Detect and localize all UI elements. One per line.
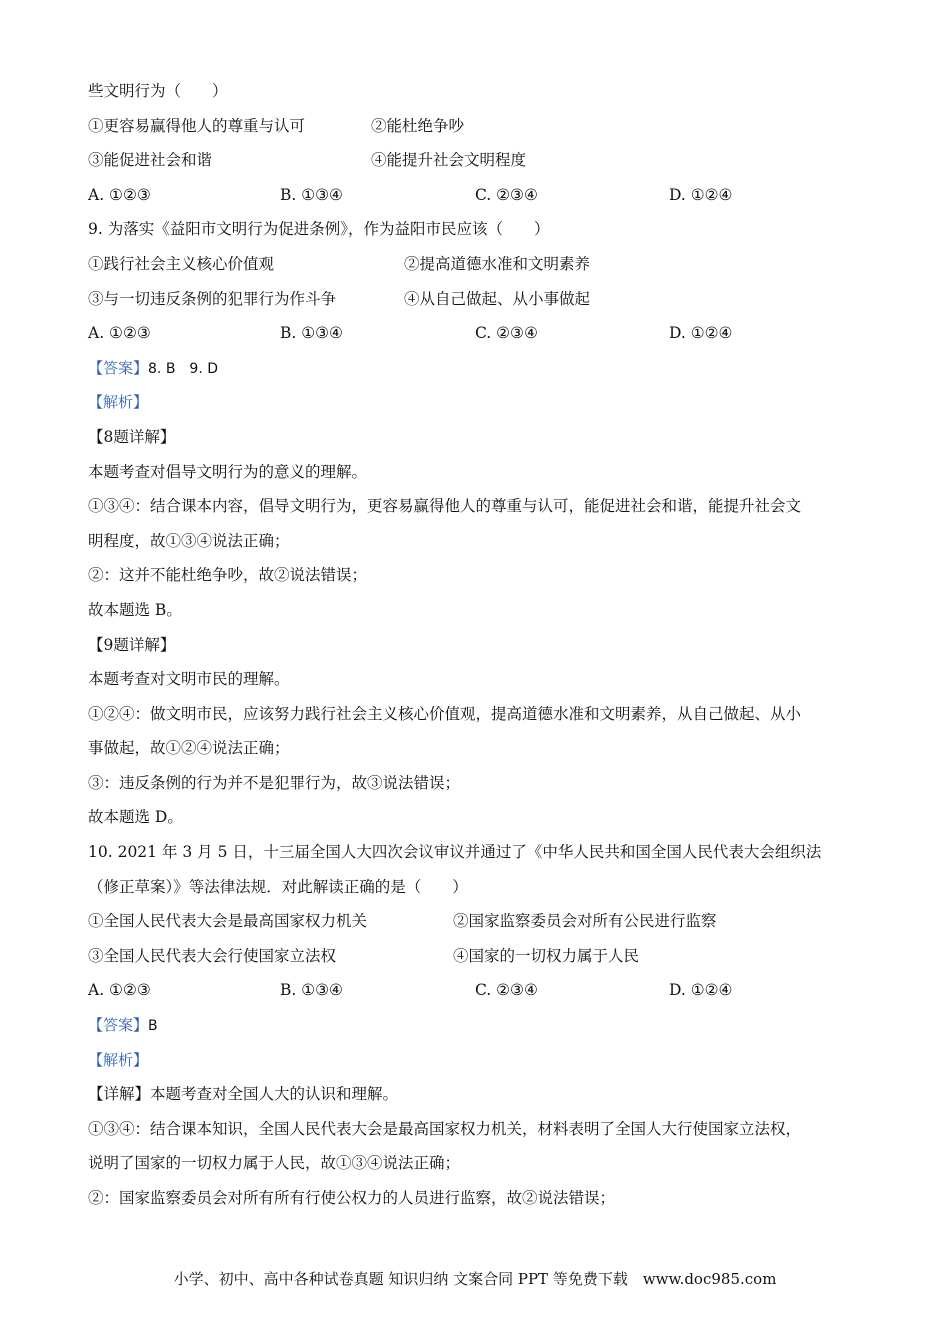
q9-choice-d: D. ①②④ (669, 324, 733, 343)
q8-options-row-2 (88, 143, 868, 178)
q8-choices (88, 178, 868, 213)
analysis-heading (88, 385, 868, 420)
q9-choice-c: C. ②③④ (475, 324, 538, 343)
answer-value: 8. B 9. D (148, 360, 219, 377)
q8-detail-line: ①③④：结合课本内容，倡导文明行为，更容易赢得他人的尊重与认可，能促进社会和谐，能提升社会文 (88, 497, 802, 516)
q10-stem-line-2: （修正草案）》等法律法规．对此解读正确的是（ ） (88, 877, 468, 896)
q10-choice-b: B. ①③④ (280, 981, 343, 1000)
answer-tag: 【答案】 (88, 1016, 149, 1035)
q8-detail-heading: 【8题详解】 (88, 427, 176, 446)
answer-10 (88, 1008, 868, 1043)
q10-choice-d: D. ①②④ (669, 981, 733, 1000)
q10-detail-line: 说明了国家的一切权力属于人民，故①③④说法正确； (88, 1154, 461, 1173)
q10-choices (88, 973, 868, 1008)
q10-stem-line-1: 10. 2021 年 3 月 5 日，十三届全国人大四次会议审议并通过了《中华人民共和国全国人民代表大会组织法 (88, 843, 822, 862)
q10-detail-intro (88, 1077, 868, 1112)
q8-choice-c: C. ②③④ (475, 185, 538, 204)
q10-option-3: ③全国人民代表大会行使国家立法权 (88, 946, 337, 965)
q9-detail-line: 故本题选 D。 (88, 808, 183, 827)
q8-detail-line: ②：这并不能杜绝争吵，故②说法错误； (88, 566, 368, 585)
q10-detail-line: ①③④：结合课本知识，全国人民代表大会是最高国家权力机关，材料表明了全国人大行使国家立法权， (88, 1119, 802, 1138)
analysis-tag: 【解析】 (88, 1050, 149, 1069)
document-page (88, 74, 868, 1216)
q9-option-3: ③与一切违反条例的犯罪行为作斗争 (88, 289, 337, 308)
q10-detail-line: ②：国家监察委员会对所有所有行使公权力的人员进行监察，故②说法错误； (88, 1189, 616, 1207)
analysis-heading (88, 1043, 868, 1078)
q9-detail-line: 本题考查对文明市民的理解。 (88, 670, 290, 689)
answer-tag: 【答案】 (88, 358, 149, 377)
q9-detail-line: 事做起，故①②④说法正确； (88, 739, 290, 758)
q9-choices (88, 316, 868, 351)
answer-8-9 (88, 351, 868, 386)
q10-options-row-2 (88, 939, 868, 974)
q8-choice-a: A. ①②③ (88, 185, 151, 204)
q8-option-3: ③能促进社会和谐 (88, 151, 213, 170)
q8-option-1: ①更容易赢得他人的尊重与认可 (88, 116, 306, 135)
q8-option-2: ②能杜绝争吵 (371, 116, 465, 135)
q10-option-4: ④国家的一切权力属于人民 (453, 946, 640, 965)
q9-options-row-2 (88, 282, 868, 317)
q10-choice-a: A. ①②③ (88, 981, 151, 1000)
q9-stem: 9. 为落实《益阳市文明行为促进条例》，作为益阳市民应该（ ） (88, 220, 550, 239)
q8-detail-line: 故本题选 B。 (88, 600, 182, 619)
q10-option-2: ②国家监察委员会对所有公民进行监察 (453, 912, 717, 931)
detail-text: 本题考查对全国人大的认识和理解。 (150, 1085, 399, 1104)
q9-option-1: ①践行社会主义核心价值观 (88, 254, 275, 273)
analysis-tag: 【解析】 (88, 393, 149, 412)
q9-detail-line: ①②④：做文明市民，应该努力践行社会主义核心价值观，提高道德水准和文明素养，从自己做起、从小 (88, 704, 802, 723)
q8-detail-line: 本题考查对倡导文明行为的意义的理解。 (88, 462, 368, 481)
q8-choice-b: B. ①③④ (280, 185, 343, 204)
q8-choice-d: D. ①②④ (669, 185, 733, 204)
q9-choice-a: A. ①②③ (88, 324, 151, 343)
q8-stem: 些文明行为（ ） (88, 82, 228, 100)
q8-detail-line: 明程度，故①③④说法正确； (88, 531, 290, 550)
answer-value: B (148, 1018, 158, 1035)
q8-option-4: ④能提升社会文明程度 (371, 151, 527, 170)
q9-option-4: ④从自己做起、从小事做起 (404, 289, 591, 308)
page-footer: 小学、初中、高中各种试卷真题 知识归纳 文案合同 PPT 等免费下载 www.doc985.com (173, 1270, 777, 1288)
q8-options-row-1 (88, 109, 868, 144)
q9-options-row-1 (88, 247, 868, 282)
q9-detail-heading: 【9题详解】 (88, 635, 176, 654)
q9-choice-b: B. ①③④ (280, 324, 343, 343)
detail-tag: 【详解】 (88, 1085, 151, 1104)
q10-choice-c: C. ②③④ (475, 981, 538, 1000)
q9-option-2: ②提高道德水准和文明素养 (404, 254, 591, 273)
q9-detail-line: ③：违反条例的行为并不是犯罪行为，故③说法错误； (88, 773, 461, 792)
q10-option-1: ①全国人民代表大会是最高国家权力机关 (88, 912, 368, 931)
q10-options-row-1 (88, 904, 868, 939)
